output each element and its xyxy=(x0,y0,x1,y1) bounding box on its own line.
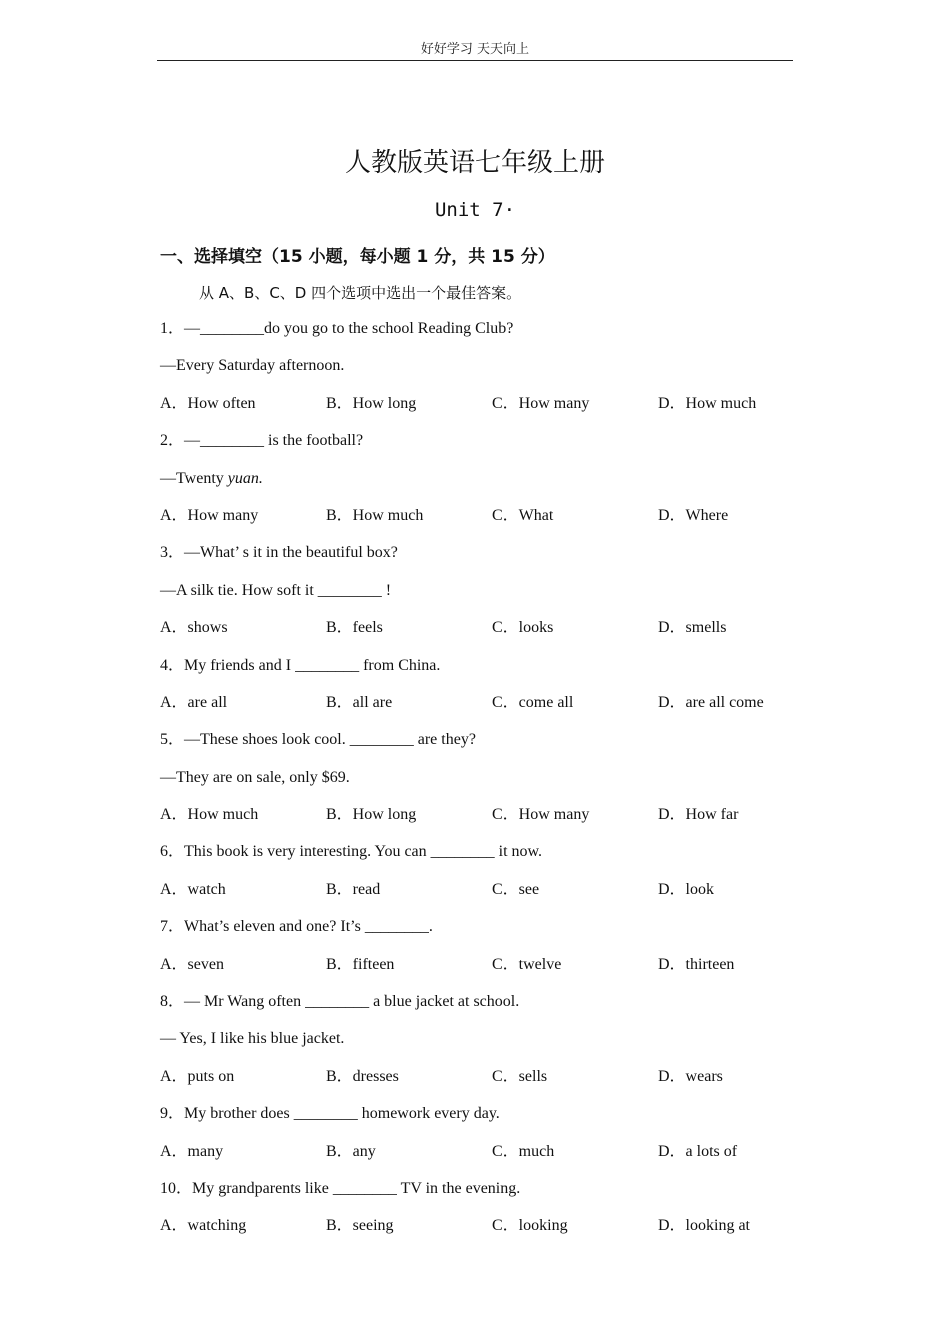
option-b: B．all are xyxy=(326,693,393,711)
option-b: B．seeing xyxy=(326,1217,394,1235)
option-c: C．come all xyxy=(492,693,574,711)
option-a: A．many xyxy=(160,1142,224,1160)
option-c: C．twelve xyxy=(492,955,562,973)
question-options xyxy=(160,615,800,652)
page-header: 好好学习 天天向上 xyxy=(420,42,530,57)
option-a: A．watch xyxy=(160,880,226,898)
option-c: C．What xyxy=(492,506,554,524)
question-stem: 8．— Mr Wang often ________ a blue jacket at school. xyxy=(160,993,520,1011)
question-stem: 9．My brother does ________ homework every day. xyxy=(160,1105,500,1123)
option-d: D．Where xyxy=(658,506,729,524)
question-reply: —A silk tie. How soft it ________ ! xyxy=(160,581,392,599)
option-c: C．see xyxy=(492,880,540,898)
header-rule xyxy=(157,60,793,61)
reply-text: —Twenty xyxy=(160,469,228,487)
section-heading: 一、选择填空（15 小题，每小题 1 分，共 15 分） xyxy=(160,247,555,267)
question-list xyxy=(160,316,800,1251)
option-c: C．looking xyxy=(492,1217,568,1235)
option-b: B．How much xyxy=(326,506,424,524)
page-title: 人教版英语七年级上册 xyxy=(344,148,605,178)
option-b: B．read xyxy=(326,880,381,898)
option-d: D．How much xyxy=(658,394,757,412)
option-c: C．looks xyxy=(492,619,554,637)
question-stem: 6．This book is very interesting. You can ________ it now. xyxy=(160,843,543,861)
option-a: A．How many xyxy=(160,506,259,524)
option-d: D．look xyxy=(658,880,715,898)
reply-italic-text: yuan. xyxy=(227,469,263,487)
question-stem: 5．—These shoes look cool. ________ are they? xyxy=(160,731,476,749)
section-instruction: 从 A、B、C、D 四个选项中选出一个最佳答案。 xyxy=(199,284,522,302)
option-b: B．fifteen xyxy=(326,955,395,973)
option-d: D．wears xyxy=(658,1067,723,1085)
option-a: A．shows xyxy=(160,619,228,637)
question-stem: 2．—________ is the football? xyxy=(160,432,364,450)
question-options xyxy=(160,690,800,727)
question-reply: — Yes, I like his blue jacket. xyxy=(160,1030,345,1048)
option-b: B．any xyxy=(326,1142,376,1160)
option-d: D．thirteen xyxy=(658,955,735,973)
page-subtitle: Unit 7· xyxy=(434,199,516,221)
question-options xyxy=(160,1139,800,1176)
option-a: A．How much xyxy=(160,806,259,824)
question-stem: 10．My grandparents like ________ TV in the evening. xyxy=(160,1179,521,1197)
option-c: C．much xyxy=(492,1142,555,1160)
option-d: D．smells xyxy=(658,619,727,637)
option-b: B．How long xyxy=(326,806,417,824)
option-d: D．are all come xyxy=(658,693,764,711)
question-reply: —They are on sale, only $69. xyxy=(160,768,350,786)
question-options xyxy=(160,952,800,989)
option-c: C．sells xyxy=(492,1067,548,1085)
option-c: C．How many xyxy=(492,394,590,412)
option-a: A．seven xyxy=(160,955,224,973)
option-b: B．dresses xyxy=(326,1067,399,1085)
question-stem: 1．—________do you go to the school Reading Club? xyxy=(160,320,514,337)
question-options xyxy=(160,391,800,428)
question-options xyxy=(160,877,800,914)
option-a: A．How often xyxy=(160,394,256,412)
option-a: A．puts on xyxy=(160,1067,235,1085)
question-options xyxy=(160,1213,800,1250)
option-d: D．How far xyxy=(658,806,739,824)
question-reply xyxy=(160,466,800,503)
option-a: A．watching xyxy=(160,1217,247,1235)
option-a: A．are all xyxy=(160,693,228,711)
option-b: B．feels xyxy=(326,619,383,637)
option-d: D．a lots of xyxy=(658,1142,738,1160)
option-c: C．How many xyxy=(492,806,590,824)
option-b: B．How long xyxy=(326,394,417,412)
question-stem: 3．—What’ s it in the beautiful box? xyxy=(160,544,398,562)
question-stem: 4．My friends and I ________ from China. xyxy=(160,656,441,674)
question-options xyxy=(160,802,800,839)
question-stem: 7．What’s eleven and one? It’s ________. xyxy=(160,918,433,936)
option-d: D．looking at xyxy=(658,1217,750,1235)
question-options xyxy=(160,503,800,540)
question-reply: —Every Saturday afternoon. xyxy=(160,357,345,375)
question-options xyxy=(160,1064,800,1101)
